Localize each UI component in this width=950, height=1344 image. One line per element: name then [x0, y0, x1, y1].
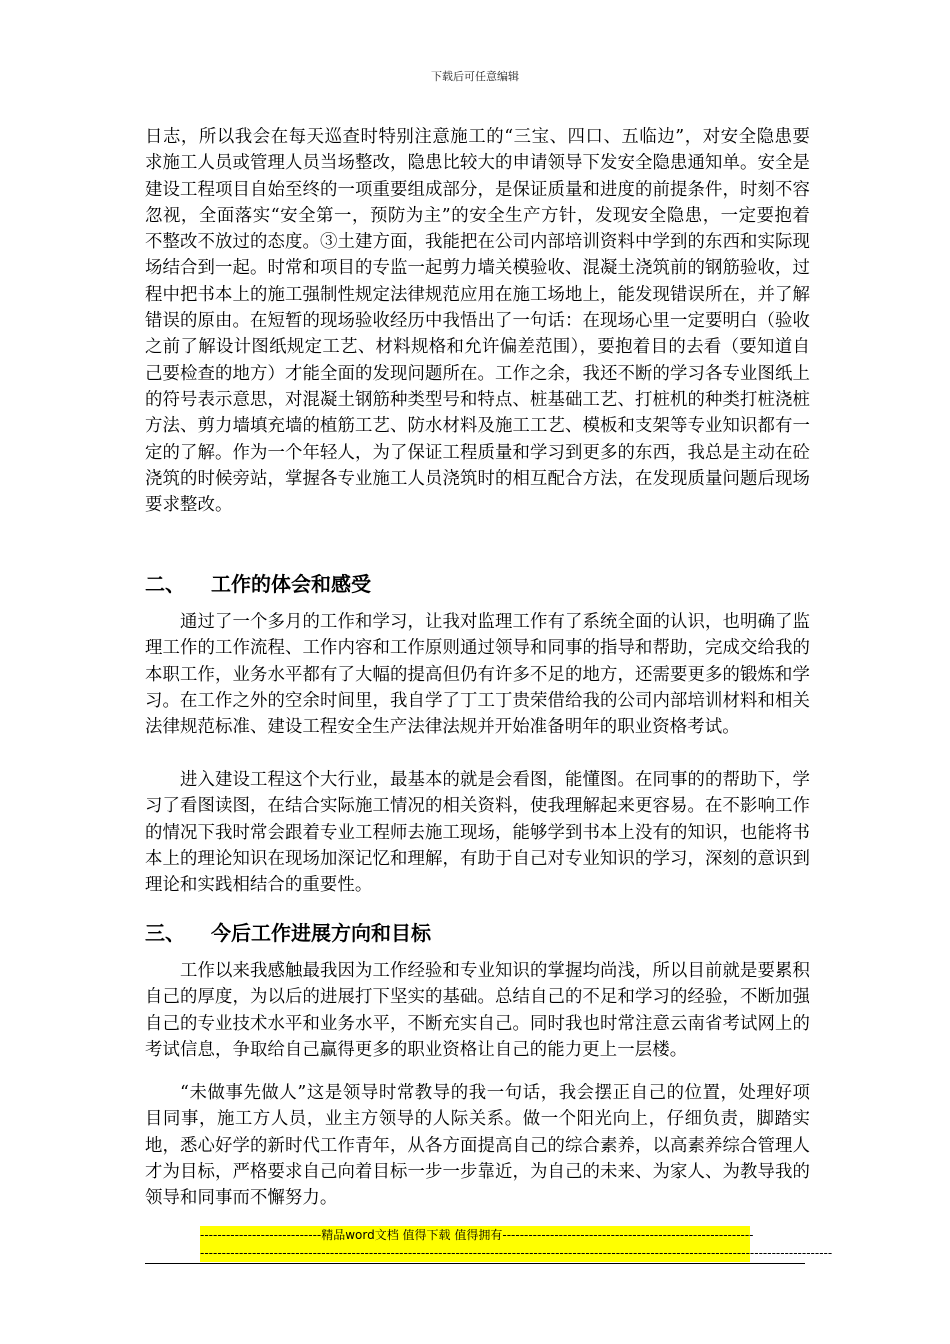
body-paragraph-5: “未做事先做人”这是领导时常教导的我一句话，我会摆正自己的位置，处理好项目同事，施工方人员，业主方领导的人际关系。做一个阳光向上，仔细负责，脚踏实地，悉心好学的新时代工作青年，从各方面提高自己的综合素养，以高素养综合管理人才为目标，严格要求自己向着目标一步一步靠近，为自己的未来、为家人、为教导我的领导和同事而不懈努力。: [145, 1083, 810, 1209]
body-paragraph-4: 工作以来我感触最我因为工作经验和专业知识的掌握均尚浅，所以目前就是要累积自己的厚度，为以后的进展打下坚实的基础。总结自己的不足和学习的经验，不断加强自己的专业技术水平和业务水平，不断充实自己。同时我也时常注意云南省考试网上的考试信息，争取给自己赢得更多的职业资格让自己的能力更上一层楼。: [145, 961, 810, 1060]
section-heading-2: [145, 571, 371, 597]
section-number-3: 三、: [145, 921, 185, 945]
section-number-2: 二、: [145, 572, 185, 596]
page-header-note: 下载后可任意编辑: [431, 70, 519, 83]
section-title-3: 今后工作进展方向和目标: [211, 921, 431, 945]
section-title-2: 工作的体会和感受: [211, 572, 371, 596]
section-heading-3: [145, 920, 431, 946]
footer-promo-line: ----------------------------精品word文档 值得下载 值得拥有----------------------------------------------------------: [200, 1228, 754, 1242]
footer-dash-line: --------------------------------------------------------------------------------------------------------------------------------------------------: [200, 1246, 833, 1260]
body-paragraph-3: 进入建设工程这个大行业，最基本的就是会看图，能懂图。在同事的的帮助下，学习了看图读图，在结合实际施工情况的相关资料，使我理解起来更容易。在不影响工作的情况下我时常会跟着专业工程师去施工现场，能够学到书本上没有的知识，也能将书本上的理论知识在现场加深记忆和理解，有助于自己对专业知识的学习，深刻的意识到理论和实践相结合的重要性。: [145, 770, 810, 896]
body-paragraph-2: 通过了一个多月的工作和学习，让我对监理工作有了系统全面的认识，也明确了监理工作的工作流程、工作内容和工作原则通过领导和同事的指导和帮助，完成交给我的本职工作，业务水平都有了大幅的提高但仍有许多不足的地方，还需要更多的锻炼和学习。在工作之外的空余时间里，我自学了丁工丁贵荣借给我的公司内部培训材料和相关法律规范标准、建设工程安全生产法律法规并开始准备明年的职业资格考试。: [145, 612, 810, 738]
footer-highlight-band: [200, 1226, 833, 1262]
body-paragraph-1: 日志，所以我会在每天巡查时特别注意施工的“三宝、四口、五临边”，对安全隐患要求施工人员或管理人员当场整改，隐患比较大的申请领导下发安全隐患通知单。安全是建设工程项目自始至终的一项重要组成部分，是保证质量和进度的前提条件，时刻不容忽视，全面落实“安全第一，预防为主”的安全生产方针，发现安全隐患，一定要抱着不整改不放过的态度。③土建方面，我能把在公司内部培训资料中学到的东西和实际现场结合到一起。时常和项目的专监一起剪力墙关模验收、混凝土浇筑前的钢筋验收，过程中把书本上的施工强制性规定法律规范应用在施工场地上，能发现错误所在，并了解错误的原由。在短暂的现场验收经历中我悟出了一句话：在现场心里一定要明白（验收之前了解设计图纸规定工艺、材料规格和允许偏差范围），要抱着目的去看（要知道自己要检查的地方）才能全面的发现问题所在。工作之余，我还不断的学习各专业图纸上的符号表示意思，对混凝土钢筋种类型号和特点、桩基础工艺、打桩机的种类打桩浇桩方法、剪力墙填充墙的植筋工艺、防水材料及施工工艺、模板和支架等专业知识都有一定的了解。作为一个年轻人，为了保证工程质量和学习到更多的东西，我总是主动在砼浇筑的时候旁站，掌握各专业施工人员浇筑时的相互配合方法，在发现质量问题后现场要求整改。: [145, 127, 810, 516]
footer-rule: [145, 1263, 805, 1264]
